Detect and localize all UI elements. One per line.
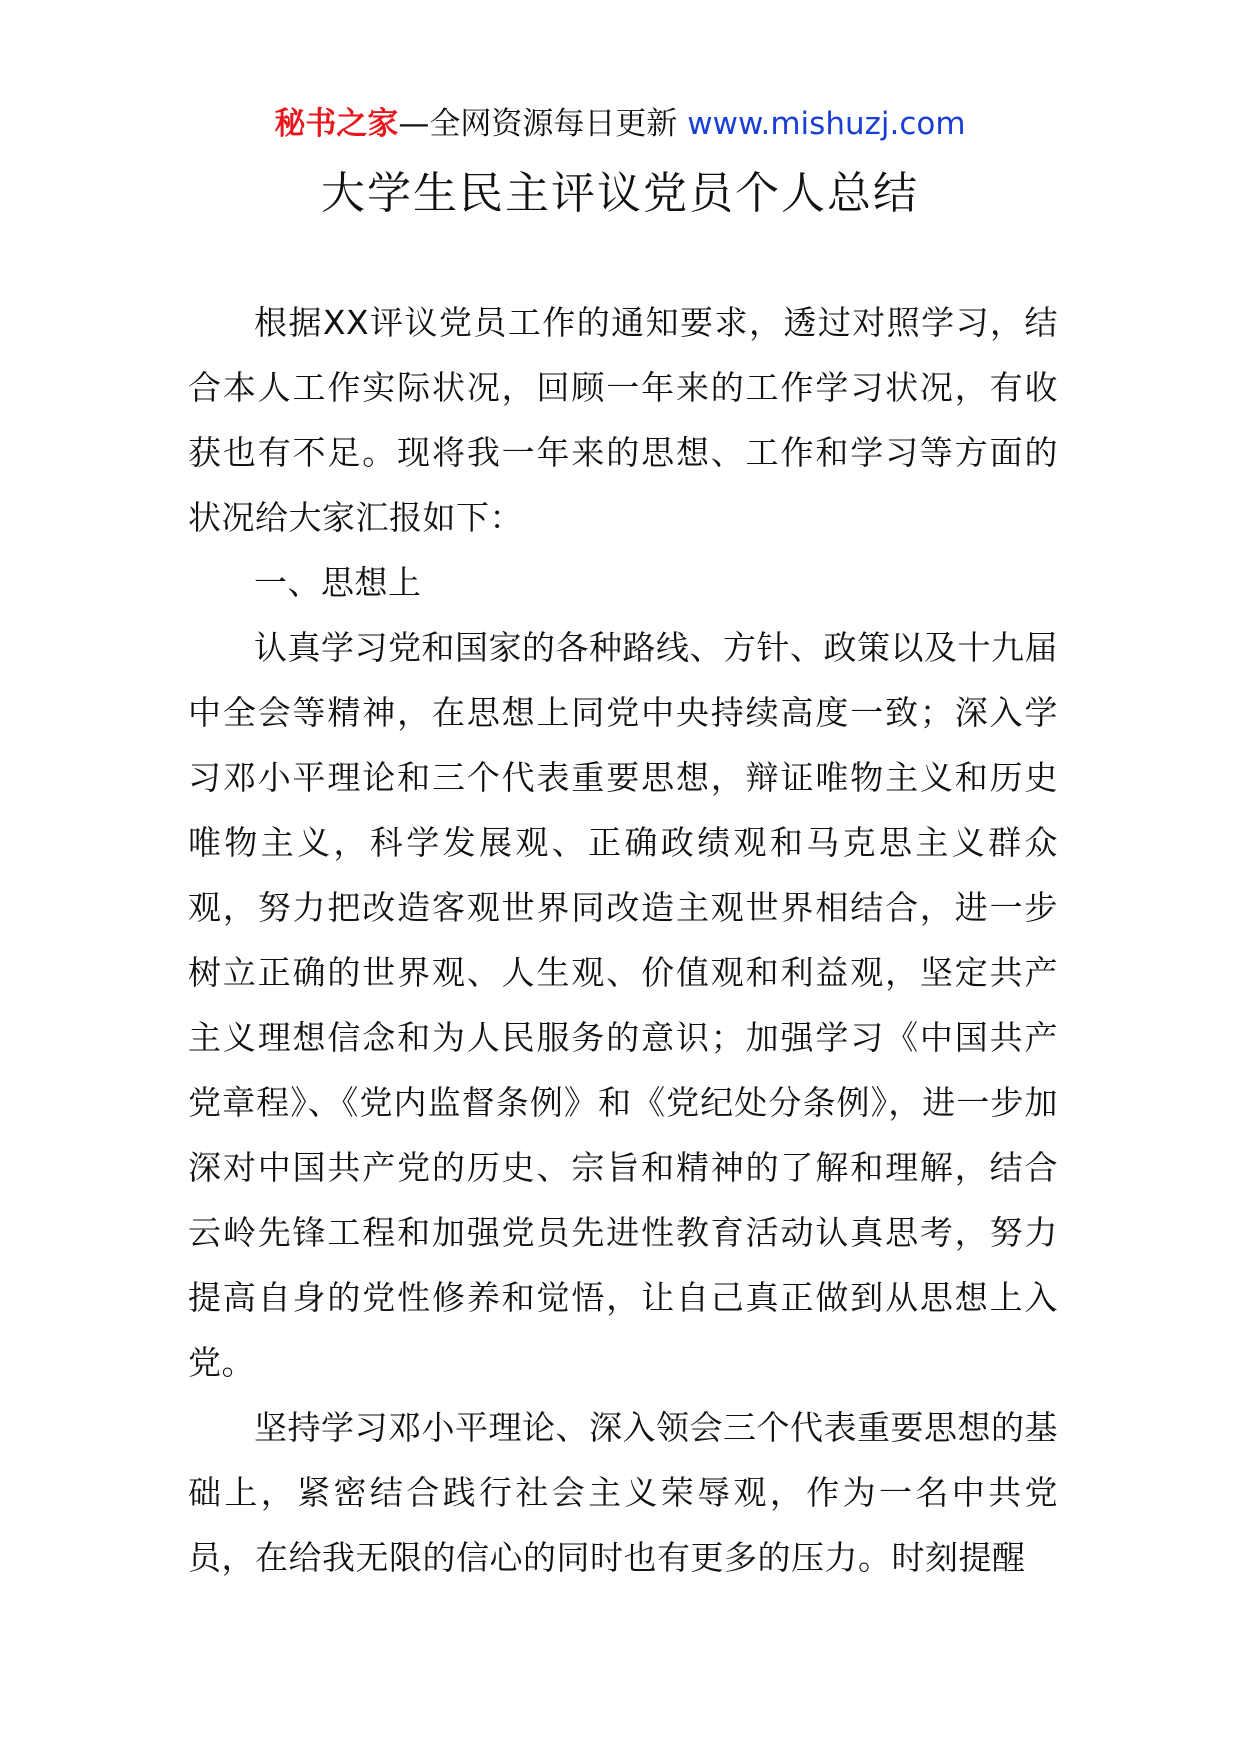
document-title: 大学生民主评议党员个人总结 [321, 168, 919, 219]
brand-name: 秘书之家 [274, 106, 399, 142]
paragraph-intro: 根据XX评议党员工作的通知要求，透过对照学习，结合本人工作实际状况，回顾一年来的工作学习状况，有收获也有不足。现将我一年来的思想、工作和学习等方面的状况给大家汇报如下： [188, 303, 1058, 537]
paragraph-continued: 坚持学习邓小平理论、深入领会三个代表重要思想的基础上，紧密结合践行社会主义荣辱观，作为一名中共党员，在给我无限的信心的同时也有更多的压力。时刻提醒 [188, 1408, 1058, 1577]
site-header [0, 102, 1240, 146]
section-heading-thought: 一、思想上 [254, 563, 422, 602]
site-tagline: —全网资源每日更新 [398, 106, 678, 142]
paragraph-thought: 认真学习党和国家的各种路线、方针、政策以及十九届中全会等精神，在思想上同党中央持续高度一致；深入学习邓小平理论和三个代表重要思想，辩证唯物主义和历史唯物主义，科学发展观、正确政绩观和马克思主义群众观，努力把改造客观世界同改造主观世界相结合，进一步树立正确的世界观、人生观、价值观和利益观，坚定共产主义理想信念和为人民服务的意识；加强学习《中国共产党章程》、《党内监督条例》和《党纪处分条例》，进一步加深对中国共产党的历史、宗旨和精神的了解和理解，结合云岭先锋工程和加强党员先进性教育活动认真思考，努力提高自身的党性修养和觉悟，让自己真正做到从思想上入党。 [188, 628, 1058, 1382]
site-url[interactable]: www.mishuzj.com [687, 106, 966, 142]
document-body [188, 290, 1058, 1590]
